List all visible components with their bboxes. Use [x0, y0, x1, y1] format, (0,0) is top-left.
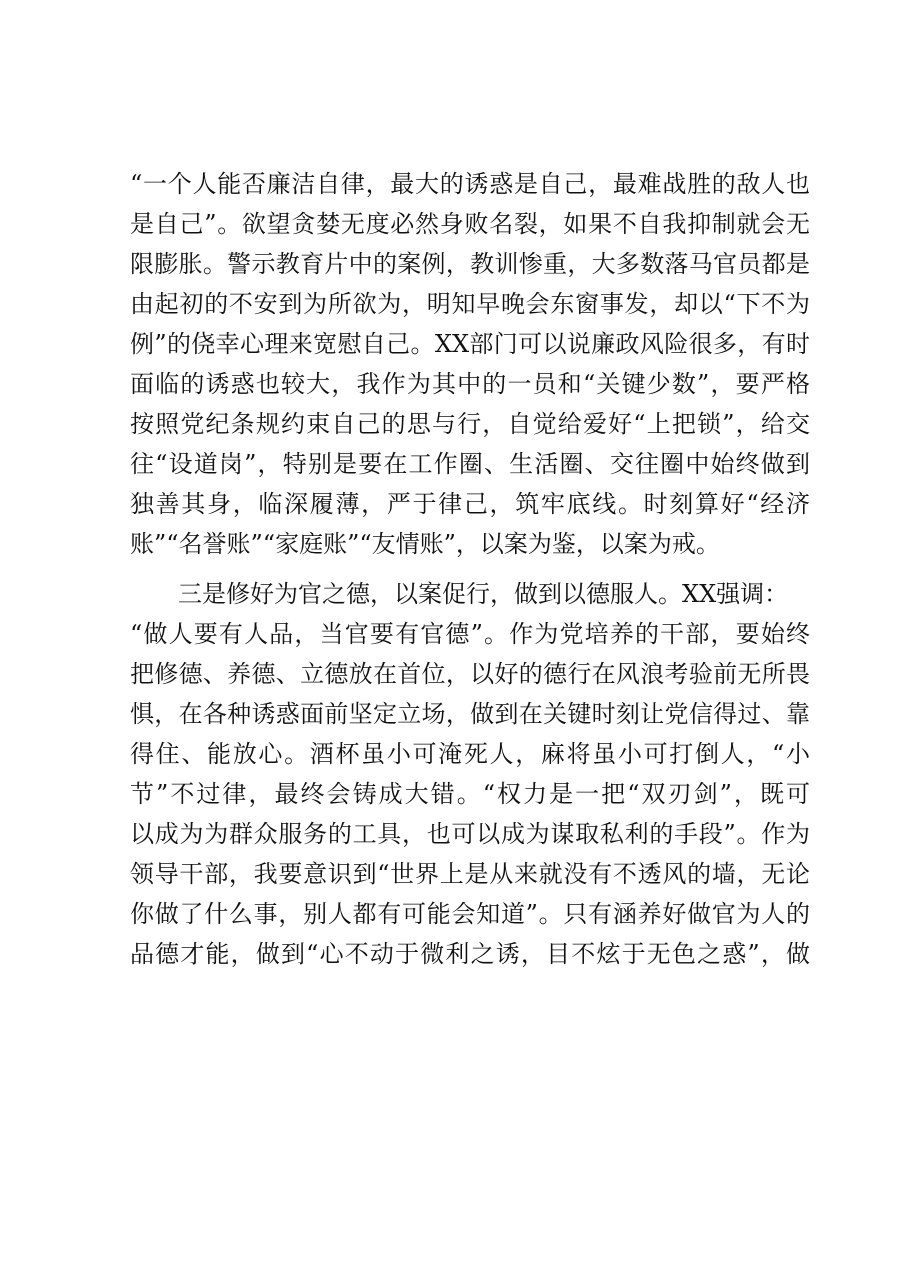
text-line: 例”的侥幸心理来宽慰自己。XX部门可以说廉政风险很多，有时: [130, 330, 810, 358]
text-line: “一个人能否廉洁自律，最大的诱惑是自己，最难战胜的敌人也: [130, 170, 810, 198]
text-line: 三是修好为官之德，以案促行，做到以德服人。XX强调：: [178, 580, 789, 608]
text-line: “做人要有人品，当官要有官德”。作为党培养的干部，要始终: [130, 620, 810, 648]
text-line: 惧，在各种诱惑面前坚定立场，做到在关键时刻让党信得过、靠: [130, 700, 810, 728]
text-line: 独善其身，临深履薄，严于律己，筑牢底线。时刻算好“经济: [130, 490, 810, 518]
text-line: 按照党纪条规约束自己的思与行，自觉给爱好“上把锁”，给交: [130, 410, 810, 438]
document-body: [130, 164, 810, 974]
text-line: 往“设道岗”，特别是要在工作圈、生活圈、交往圈中始终做到: [130, 450, 810, 478]
text-line: 以成为为群众服务的工具，也可以成为谋取私利的手段”。作为: [130, 820, 810, 848]
text-line: 品德才能，做到“心不动于微利之诱，目不炫于无色之惑”，做: [130, 940, 810, 968]
text-line: 账”“名誉账”“家庭账”“友情账”，以案为鉴，以案为戒。: [130, 530, 720, 558]
text-line: 你做了什么事，别人都有可能会知道”。只有涵养好做官为人的: [130, 900, 810, 928]
paragraph-2: [130, 574, 810, 974]
text-line: 是自己”。欲望贪婪无度必然身败名裂，如果不自我抑制就会无: [130, 210, 810, 238]
text-line: 领导干部，我要意识到“世界上是从来就没有不透风的墙，无论: [130, 860, 810, 888]
text-line: 节”不过律，最终会铸成大错。“权力是一把“双刃剑”，既可: [130, 780, 810, 808]
text-line: 得住、能放心。酒杯虽小可淹死人，麻将虽小可打倒人，“小: [130, 740, 810, 768]
text-line: 由起初的不安到为所欲为，明知早晚会东窗事发，却以“下不为: [130, 290, 810, 318]
text-line: 限膨胀。警示教育片中的案例，教训惨重，大多数落马官员都是: [130, 250, 810, 278]
text-line: 把修德、养德、立德放在首位，以好的德行在风浪考验前无所畏: [130, 660, 810, 688]
paragraph-1: [130, 164, 810, 564]
text-line: 面临的诱惑也较大，我作为其中的一员和“关键少数”，要严格: [130, 370, 810, 398]
